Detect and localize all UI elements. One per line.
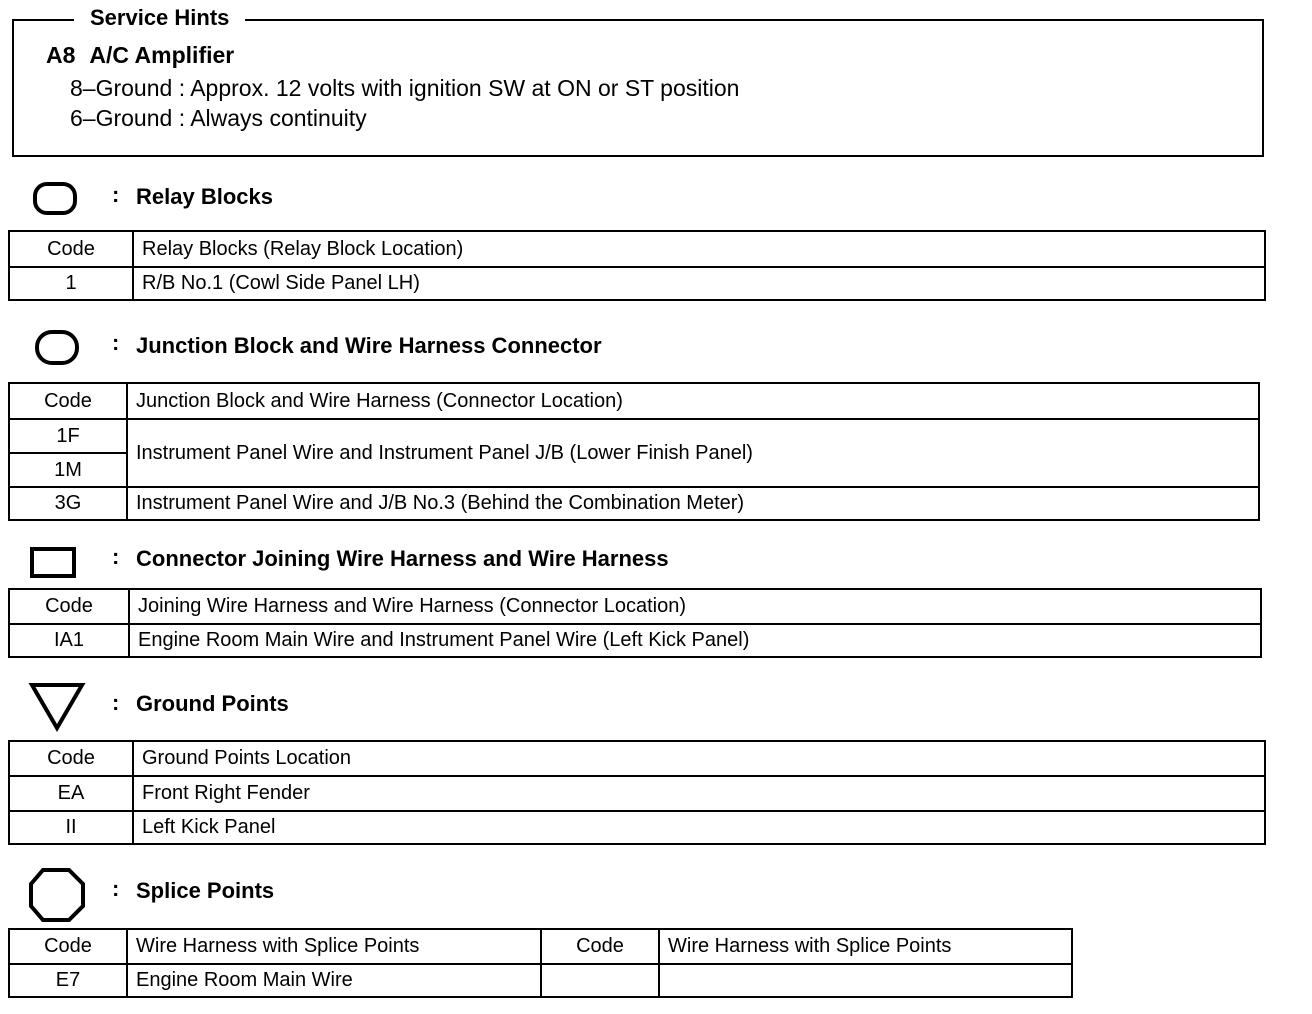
header-desc: Wire Harness with Splice Points: [659, 929, 1072, 964]
row-code: II: [9, 811, 133, 844]
header-desc: Wire Harness with Splice Points: [127, 929, 541, 964]
row-desc: Instrument Panel Wire and J/B No.3 (Behind the Combination Meter): [127, 487, 1259, 520]
octagon-icon: [28, 866, 92, 924]
section-title: Junction Block and Wire Harness Connector: [136, 333, 602, 358]
section-title: Relay Blocks: [136, 184, 273, 209]
section-colon: :: [112, 544, 120, 569]
rounded-rectangle-icon: [28, 178, 88, 218]
component-code: A8: [46, 42, 76, 68]
section-colon: :: [112, 330, 120, 355]
service-hints-title: Service Hints: [74, 5, 245, 31]
row-code: 3G: [9, 487, 127, 520]
table-row: [9, 419, 1259, 453]
table-header-row: [9, 383, 1259, 419]
row-desc: Engine Room Main Wire: [127, 964, 541, 997]
table-row: [9, 624, 1261, 657]
table-row: [9, 487, 1259, 520]
row-desc: Engine Room Main Wire and Instrument Panel Wire (Left Kick Panel): [129, 624, 1261, 657]
splice-points-table: [8, 928, 1073, 998]
row-code: IA1: [9, 624, 129, 657]
row-code: [541, 964, 659, 997]
section-title: Connector Joining Wire Harness and Wire Harness: [136, 546, 669, 571]
section-title: Ground Points: [136, 691, 289, 716]
header-code: Code: [9, 741, 133, 776]
component-name: A/C Amplifier: [89, 42, 235, 68]
header-desc: Junction Block and Wire Harness (Connector Location): [127, 383, 1259, 419]
relay-blocks-table: [8, 230, 1266, 301]
row-desc: Instrument Panel Wire and Instrument Panel J/B (Lower Finish Panel): [127, 419, 1259, 487]
ground-points-table: [8, 740, 1266, 845]
table-header-row: [9, 589, 1261, 624]
header-desc: Joining Wire Harness and Wire Harness (Connector Location): [129, 589, 1261, 624]
oval-icon: [28, 326, 88, 370]
triangle-down-icon: [28, 680, 92, 736]
hint-line: 6–Ground : Always continuity: [70, 105, 367, 131]
component-heading: [46, 42, 234, 68]
table-header-row: [9, 231, 1265, 267]
row-code: E7: [9, 964, 127, 997]
rectangle-icon: [28, 540, 88, 584]
header-code: Code: [9, 929, 127, 964]
junction-block-table: [8, 382, 1260, 521]
section-title: Splice Points: [136, 878, 275, 903]
joining-connector-table: [8, 588, 1262, 658]
row-desc: [659, 964, 1072, 997]
table-header-row: [9, 929, 1072, 964]
table-row: [9, 267, 1265, 300]
row-code: 1: [9, 267, 133, 300]
section-colon: :: [112, 182, 120, 207]
header-desc: Ground Points Location: [133, 741, 1265, 776]
row-code: EA: [9, 776, 133, 811]
row-code: 1F: [9, 419, 127, 453]
table-row: [9, 811, 1265, 844]
header-code: Code: [541, 929, 659, 964]
header-code: Code: [9, 231, 133, 267]
header-desc: Relay Blocks (Relay Block Location): [133, 231, 1265, 267]
row-desc: R/B No.1 (Cowl Side Panel LH): [133, 267, 1265, 300]
row-code: 1M: [9, 453, 127, 487]
table-header-row: [9, 741, 1265, 776]
table-row: [9, 964, 1072, 997]
header-code: Code: [9, 383, 127, 419]
hint-line: 8–Ground : Approx. 12 volts with ignition SW at ON or ST position: [70, 75, 740, 101]
row-desc: Front Right Fender: [133, 776, 1265, 811]
section-colon: :: [112, 876, 120, 901]
section-colon: :: [112, 690, 120, 715]
row-desc: Left Kick Panel: [133, 811, 1265, 844]
header-code: Code: [9, 589, 129, 624]
table-row: [9, 776, 1265, 811]
